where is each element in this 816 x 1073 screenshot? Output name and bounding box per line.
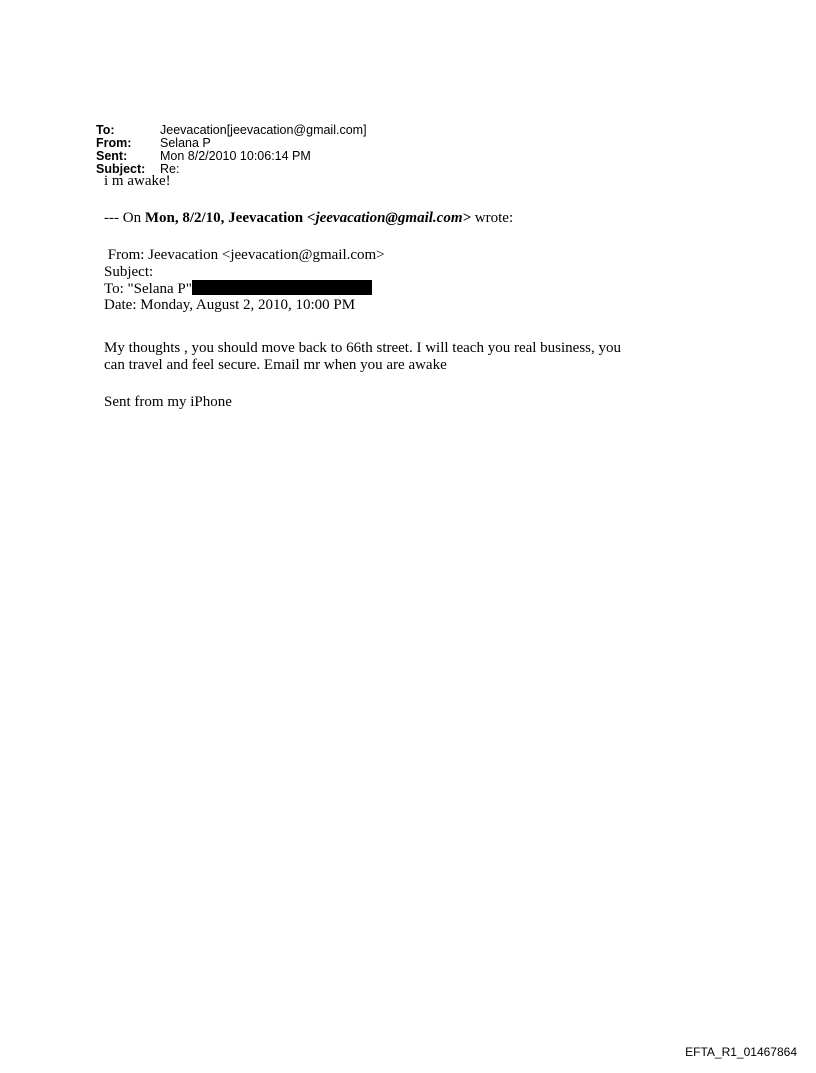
sent-label: Sent:	[96, 149, 128, 163]
quoted-to-text: To: "Selana P"	[104, 281, 192, 297]
to-value: Jeevacation[jeevacation@gmail.com]	[160, 123, 367, 137]
from-label: From:	[96, 136, 132, 150]
subject-label: Subject:	[96, 162, 146, 176]
quoted-to-line	[104, 280, 385, 297]
quoted-date-line: Date: Monday, August 2, 2010, 10:00 PM	[104, 296, 356, 313]
redaction-block	[192, 280, 372, 295]
signature: Sent from my iPhone	[104, 394, 232, 410]
quoted-message-line-2: can travel and feel secure. Email mr when you are awake	[104, 357, 447, 373]
to-label: To:	[96, 123, 115, 137]
reply-greeting: i m awake!	[104, 173, 171, 189]
quote-intro-email: <jeevacation@gmail.com>	[306, 210, 472, 226]
quoted-message-line-1: My thoughts , you should move back to 66th street. I will teach you real business, you	[104, 340, 622, 356]
quote-intro-suffix: wrote:	[471, 210, 514, 226]
quote-intro-prefix: --- On	[104, 210, 145, 226]
quoted-subject-line: Subject:	[104, 263, 154, 280]
quoted-from-line	[104, 247, 385, 264]
email-header	[96, 124, 367, 176]
quoted-from-text: From: Jeevacation <jeevacation@gmail.com>	[107, 247, 385, 263]
quote-intro	[104, 210, 513, 227]
sent-value: Mon 8/2/2010 10:06:14 PM	[160, 149, 311, 163]
from-value: Selana P	[160, 136, 211, 150]
header-to-row	[96, 124, 367, 137]
quote-intro-date-sender: Mon, 8/2/10, Jeevacation	[144, 210, 307, 226]
quoted-headers	[104, 247, 385, 313]
subject-value: Re:	[160, 162, 180, 176]
quoted-message	[104, 340, 704, 374]
document-id: EFTA_R1_01467864	[685, 1045, 797, 1059]
